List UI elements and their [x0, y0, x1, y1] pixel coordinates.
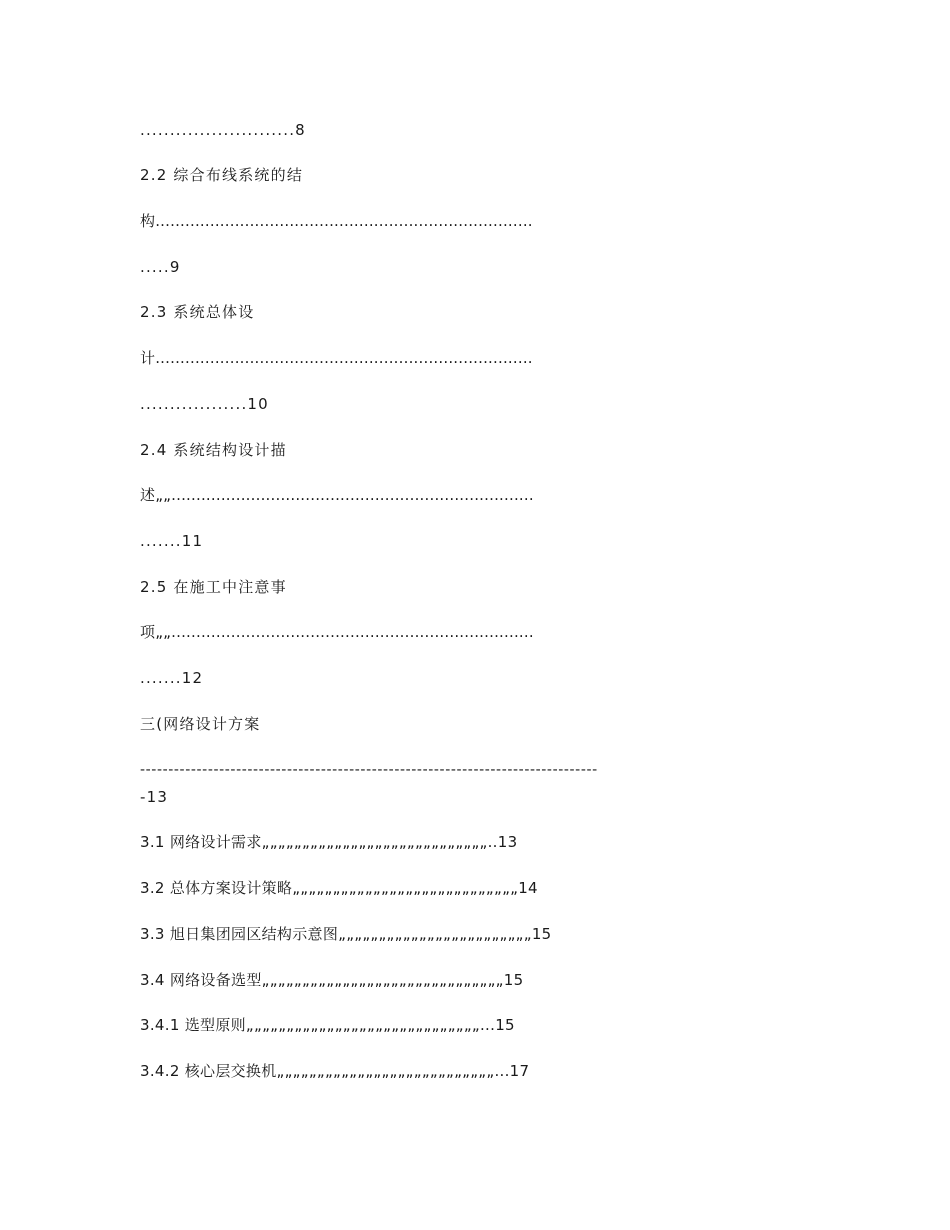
toc-line: 3.4.2 核心层交换机„„„„„„„„„„„„„„„„„„„„„„„„„„„...17 [140, 1062, 530, 1080]
toc-line: 3.2 总体方案设计策略„„„„„„„„„„„„„„„„„„„„„„„„„„„„14 [140, 879, 538, 897]
toc-line: 构............................................................................ [140, 212, 533, 230]
toc-line: 项„„......................................................................... [140, 623, 534, 641]
toc-line: 计............................................................................ [140, 349, 533, 367]
toc-line: .....9 [140, 258, 181, 276]
toc-line: ..........................8 [140, 121, 306, 139]
toc-dash-line: --------------------------------------------------------------------------------- [140, 762, 598, 778]
toc-line: 3.3 旭日集团园区结构示意图„„„„„„„„„„„„„„„„„„„„„„„„15 [140, 925, 552, 943]
toc-line: 3.1 网络设计需求„„„„„„„„„„„„„„„„„„„„„„„„„„„„..13 [140, 833, 518, 851]
toc-line: -13 [140, 788, 169, 806]
toc-line: 3.4 网络设备选型„„„„„„„„„„„„„„„„„„„„„„„„„„„„„„15 [140, 971, 524, 989]
toc-line: 2.5 在施工中注意事 [140, 578, 287, 596]
toc-line: ..................10 [140, 395, 269, 413]
toc-line: 三(网络设计方案 [140, 715, 261, 733]
toc-line: 述„„......................................................................... [140, 486, 534, 504]
toc-line: .......11 [140, 532, 204, 550]
toc-line: 2.4 系统结构设计描 [140, 441, 287, 459]
toc-line: 2.2 综合布线系统的结 [140, 166, 304, 184]
toc-line: 3.4.1 选型原则„„„„„„„„„„„„„„„„„„„„„„„„„„„„„...15 [140, 1016, 515, 1034]
toc-line: .......12 [140, 669, 204, 687]
toc-line: 2.3 系统总体设 [140, 303, 255, 321]
